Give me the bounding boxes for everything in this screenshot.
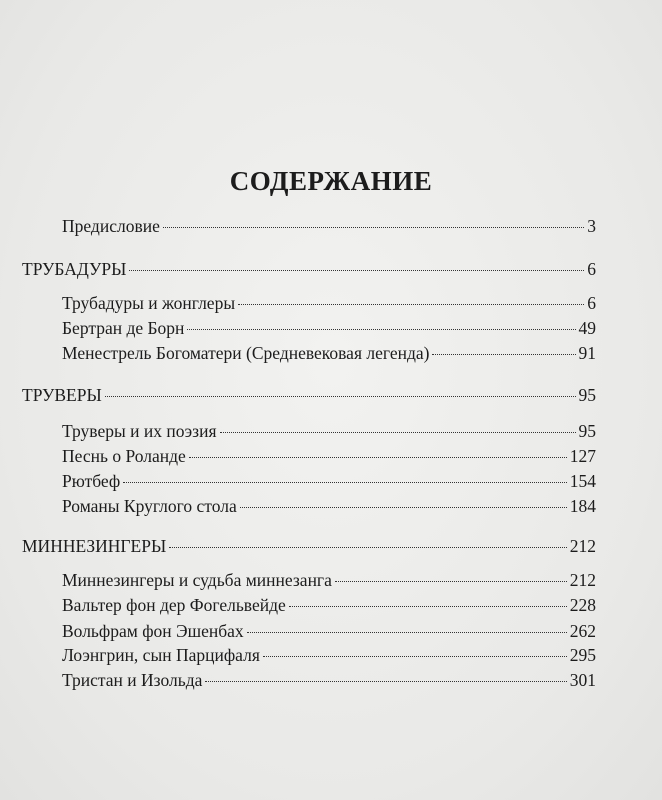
dot-leader	[335, 581, 567, 582]
toc-entry-label: Лоэнгрин, сын Парцифаля	[62, 645, 260, 665]
toc-section-title: ТРУВЕРЫ	[22, 385, 102, 405]
toc-entry-page: 262	[569, 621, 596, 641]
toc-section-title: МИННЕЗИНГЕРЫ	[22, 536, 167, 556]
toc-entry-label: Миннезингеры и судьба миннезанга	[62, 570, 332, 590]
dot-leader	[240, 507, 567, 508]
toc-entry	[62, 496, 596, 517]
toc-entry-label: Бертран де Борн	[62, 318, 185, 338]
toc-entry-page: 91	[578, 343, 596, 363]
toc-section-page: 95	[578, 385, 596, 405]
toc-entry	[62, 471, 596, 492]
dot-leader	[220, 432, 576, 433]
dot-leader	[105, 396, 576, 397]
toc-entry-page: 3	[587, 216, 596, 236]
toc-entry-page: 127	[569, 446, 596, 466]
toc-entry	[62, 318, 596, 339]
dot-leader	[129, 270, 584, 271]
toc-entry	[62, 621, 596, 642]
toc-entry-label: Труверы и их поэзия	[62, 421, 217, 441]
dot-leader	[238, 304, 584, 305]
toc-entry-label: Вальтер фон дер Фогельвейде	[62, 595, 286, 615]
toc-entry-page: 184	[569, 496, 596, 516]
toc-entry	[62, 670, 596, 691]
toc-entry-label: Тристан и Изольда	[62, 670, 203, 690]
dot-leader	[432, 354, 575, 355]
dot-leader	[163, 227, 584, 228]
toc-entry	[62, 446, 596, 467]
toc-entry-page: 228	[569, 595, 596, 615]
toc-section-trouveres	[22, 385, 596, 406]
dot-leader	[123, 482, 567, 483]
toc-section-page: 212	[569, 536, 596, 556]
toc-entry-label: Песнь о Роланде	[62, 446, 186, 466]
toc-section-minnesingers	[22, 536, 596, 557]
toc-entry	[62, 570, 596, 591]
toc-entry-page: 301	[569, 670, 596, 690]
toc-entry-label: Вольфрам фон Эшенбах	[62, 621, 244, 641]
dot-leader	[169, 547, 567, 548]
toc-entry	[62, 343, 596, 364]
toc-entry-page: 154	[569, 471, 596, 491]
toc-entry-page: 95	[578, 421, 596, 441]
dot-leader	[263, 656, 567, 657]
dot-leader	[289, 606, 567, 607]
toc-entry-label: Романы Круглого стола	[62, 496, 237, 516]
toc-section-title: ТРУБАДУРЫ	[22, 259, 127, 279]
toc-entry-page: 295	[569, 645, 596, 665]
dot-leader	[247, 632, 567, 633]
dot-leader	[189, 457, 567, 458]
page-title: СОДЕРЖАНИЕ	[229, 166, 433, 196]
toc-entry	[62, 645, 596, 666]
toc-entry-page: 49	[578, 318, 596, 338]
toc-section-troubadours	[22, 259, 596, 280]
toc-entry-page: 212	[569, 570, 596, 590]
dot-leader	[205, 681, 566, 682]
toc-entry	[62, 421, 596, 442]
toc-section-page: 6	[587, 259, 596, 279]
toc-entry-preface	[62, 216, 596, 237]
toc-entry-label: Предисловие	[62, 216, 160, 236]
toc-entry	[62, 293, 596, 314]
toc-entry-page: 6	[587, 293, 596, 313]
toc-entry-label: Трубадуры и жонглеры	[62, 293, 236, 313]
toc-entry-label: Рютбеф	[62, 471, 121, 491]
toc-entry	[62, 595, 596, 616]
toc-entry-label: Менестрель Богоматери (Средневековая легенда)	[62, 343, 430, 363]
dot-leader	[187, 329, 575, 330]
